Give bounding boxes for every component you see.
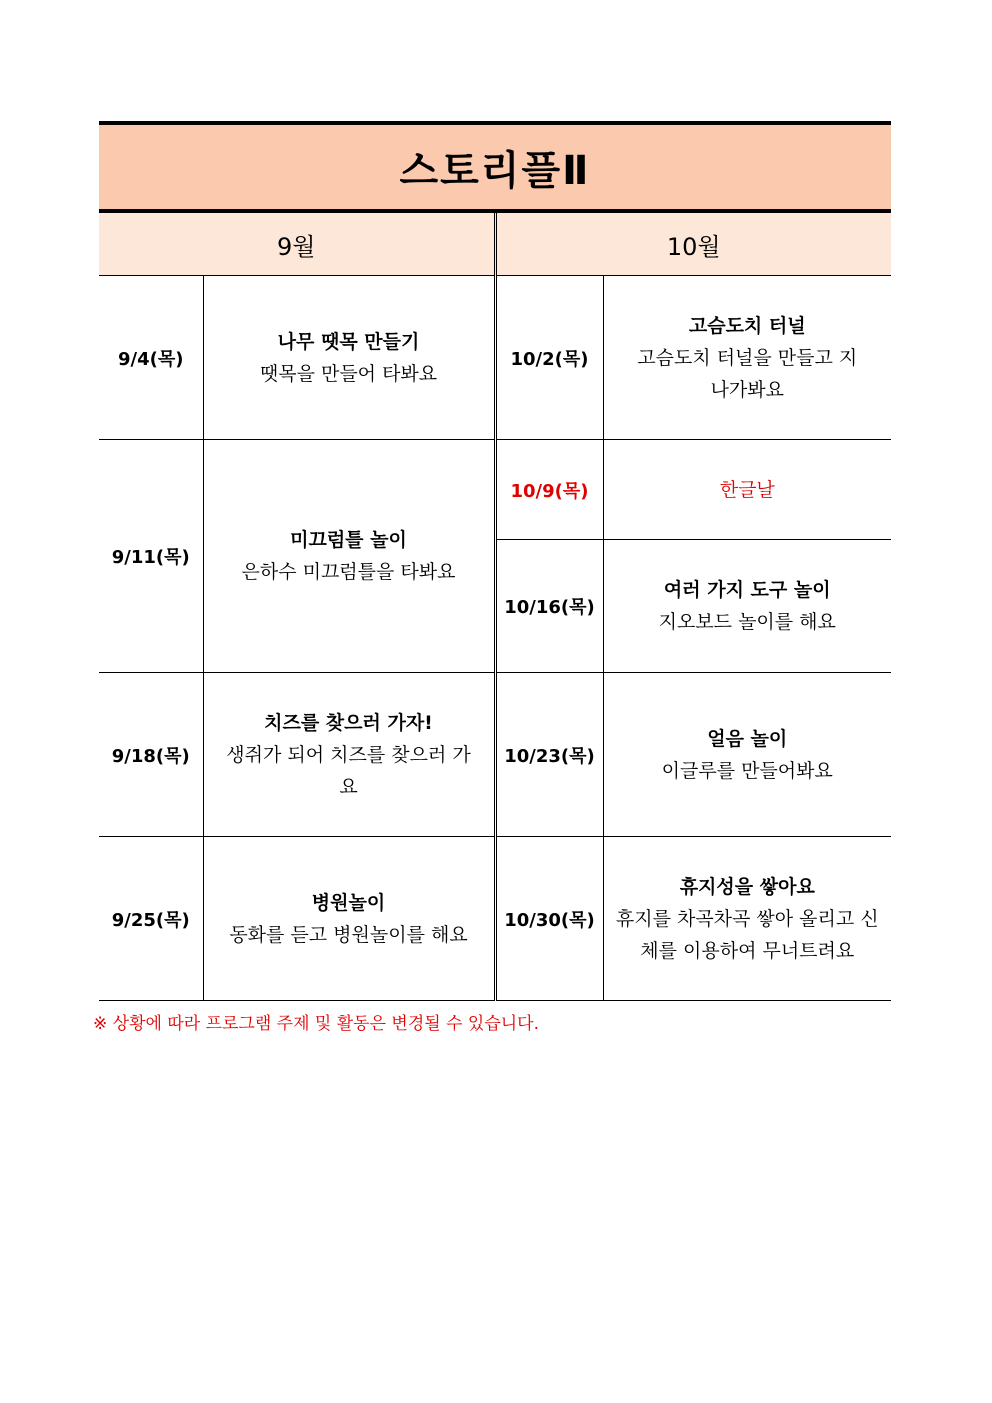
date-cell: 9/18(목): [99, 673, 203, 837]
activity-cell: [203, 440, 495, 673]
date-cell: 10/30(목): [495, 837, 603, 1001]
activity-cell: [603, 837, 891, 1001]
activity-desc: 고슴도치 터널을 만들고 지나가봐요: [637, 346, 858, 401]
activity-desc: 이글루를 만들어봐요: [661, 759, 833, 782]
schedule-table: [99, 213, 891, 1001]
month-header-september: 9월: [99, 213, 495, 276]
activity-cell: [203, 276, 495, 440]
activity-desc: 동화를 듣고 병원놀이를 해요: [229, 923, 468, 946]
holiday-cell: [603, 440, 891, 540]
activity-name: 고슴도치 터널: [688, 314, 806, 337]
title-bar: [99, 121, 891, 213]
month-header-october: 10월: [495, 213, 891, 276]
change-notice: ※ 상황에 따라 프로그램 주제 및 활동은 변경될 수 있습니다.: [93, 1014, 539, 1034]
activity-cell: [203, 673, 495, 837]
activity-name: 나무 땟목 만들기: [277, 330, 420, 353]
activity-name: 병원놀이: [311, 891, 386, 914]
holiday-label: 한글날: [719, 478, 775, 501]
activity-name: 얼음 놀이: [707, 727, 788, 750]
date-cell: 10/16(목): [495, 540, 603, 673]
date-cell: 9/25(목): [99, 837, 203, 1001]
activity-name: 여러 가지 도구 놀이: [663, 579, 831, 601]
date-cell: 10/2(목): [495, 276, 603, 440]
activity-desc: 땟목을 만들어 타봐요: [259, 362, 438, 385]
holiday-date-cell: 10/9(목): [495, 440, 603, 540]
activity-cell: [603, 540, 891, 673]
date-cell: 10/23(목): [495, 673, 603, 837]
activity-name: 미끄럼틀 놀이: [290, 529, 407, 551]
activity-desc: 지오보드 놀이를 해요: [658, 611, 836, 633]
activity-name: 치즈를 찾으러 가자!: [264, 711, 433, 734]
activity-cell: [603, 673, 891, 837]
schedule-sheet: [99, 121, 891, 1001]
activity-cell: [603, 276, 891, 440]
activity-desc: 생쥐가 되어 치즈를 찾으러 가요: [226, 743, 471, 798]
date-cell: 9/4(목): [99, 276, 203, 440]
page-title: 스토리플Ⅱ: [399, 147, 591, 194]
activity-name: 휴지성을 쌓아요: [679, 875, 815, 898]
activity-desc: 은하수 미끄럼틀을 타봐요: [241, 561, 456, 583]
activity-cell: [203, 837, 495, 1001]
date-cell: 9/11(목): [99, 440, 203, 673]
activity-desc: 휴지를 차곡차곡 쌓아 올리고 신체를 이용하여 무너트려요: [615, 907, 879, 962]
